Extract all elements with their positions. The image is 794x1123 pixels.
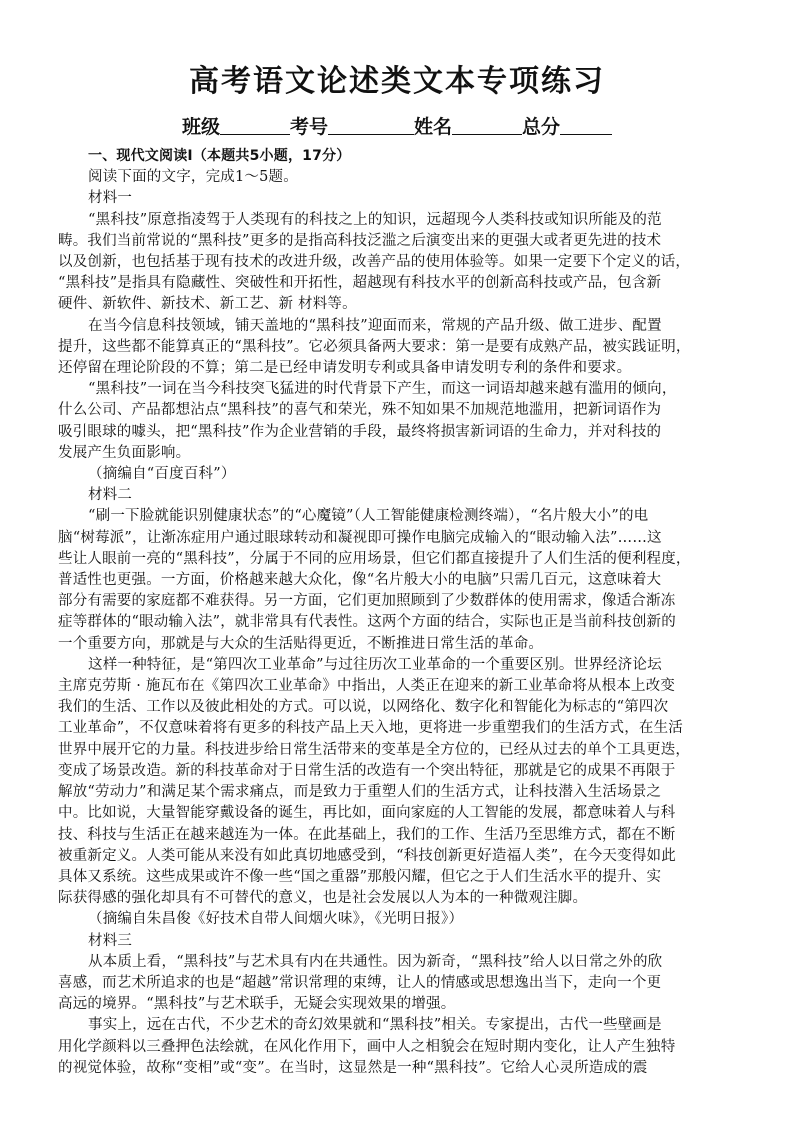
paragraph-line: 在当今信息科技领域，铺天盖地的“黑科技”迎面而来，常规的产品升级、做工进步、配置 xyxy=(88,317,662,334)
paragraph-line: 还停留在理论阶段的不算；第二是已经申请发明专利或具备申请发明专利的条件和要求。 xyxy=(58,360,632,377)
student-info-line xyxy=(0,114,794,140)
paragraph-line: 工业革命”，不仅意味着将有更多的科技产品上天入地，更将进一步重塑我们的生活方式，在生活 xyxy=(58,720,684,737)
paragraph-line: 畴。我们当前常说的“黑科技”更多的是指高科技泛滥之后演变出来的更强大或者更先进的技术 xyxy=(58,232,662,249)
name-blank[interactable] xyxy=(452,116,522,135)
paragraph-line: 际获得感的强化却具有不可替代的意义，也是社会发展以人为本的一种微观注脚。 xyxy=(58,890,588,907)
paragraph-line: 症等群体的“眼动输入法”，就非常具有代表性。这两个方面的结合，实际也正是当前科技创新的 xyxy=(58,614,676,631)
paragraph-line: 普适性也更强。一方面，价格越来越大众化，像“名片般大小的电脑”只需几百元，这意味着大 xyxy=(58,572,662,589)
paragraph-line: 以及创新，也包括基于现有技术的改进升级，改善产品的使用体验等。如果一定要下个定义的话， xyxy=(58,254,691,271)
paragraph-line: 的视觉体验，故称“变相”或“变”。在当时，这显然是一种“黑科技”。它给人心灵所造成的震 xyxy=(58,1059,648,1076)
paragraph-line: 高远的境界。“黑科技”与艺术联手，无疑会实现效果的增强。 xyxy=(58,996,456,1013)
paragraph-line: “黑科技”原意指凌驾于人类现有的科技之上的知识，远超现今人类科技或知识所能及的范 xyxy=(88,211,662,228)
number-blank[interactable] xyxy=(328,116,414,135)
score-blank[interactable] xyxy=(560,116,612,135)
paragraph-line: 吸引眼球的噱头，把“黑科技”作为企业营销的手段，最终将损害新词语的生命力，并对科技的 xyxy=(58,423,662,440)
name-label: 姓名 xyxy=(414,116,453,138)
class-label: 班级 xyxy=(181,116,220,138)
paragraph-line: 我们的生活、工作以及彼此相处的方式。可以说，以网络化、数字化和智能化为标志的“第四次 xyxy=(58,699,669,716)
page-title: 高考语文论述类文本专项练习 xyxy=(189,64,605,99)
paragraph-line: 些让人眼前一亮的“黑科技”，分属于不同的应用场景，但它们都直接提升了人们生活的便利程度， xyxy=(58,550,691,567)
section-heading: 一、现代文阅读Ⅰ（本题共5小题，17分） xyxy=(88,148,351,164)
material-heading: 材料二 xyxy=(88,487,133,504)
paragraph-line: 这样一种特征，是“第四次工业革命”与过往历次工业革命的一个重要区别。世界经济论坛 xyxy=(88,656,662,673)
material-heading: 材料三 xyxy=(88,932,133,949)
paragraph-line: 喜感，而艺术所追求的也是“超越”常识常理的束缚，让人的情感或思想逸出当下，走向一个更 xyxy=(58,974,662,991)
paragraph-line: 事实上，远在古代，不少艺术的奇幻效果就和“黑科技”相关。专家提出，古代一些壁画是 xyxy=(88,1017,662,1034)
paragraph-line: 变成了场景改造。新的科技革命对于日常生活的改造有一个突出特征，那就是它的成果不再限于 xyxy=(58,762,676,779)
paragraph-line: 什么公司、产品都想沾点“黑科技”的喜气和荣光，殊不知如果不加规范地滥用，把新词语作为 xyxy=(58,402,662,419)
paragraph-line: 脑“树莓派”，让渐冻症用户通过眼球转动和凝视即可操作电脑完成输入的“眼动输入法”……这 xyxy=(58,529,662,546)
paragraph-line: 世界中展开它的力量。科技进步给日常生活带来的变革是全方位的，已经从过去的单个工具更迭， xyxy=(58,741,691,758)
material-heading: 材料一 xyxy=(88,190,133,207)
paragraph-line: 主席克劳斯 · 施瓦布在《第四次工业革命》中指出，人类正在迎来的新工业革命将从根本上改变 xyxy=(58,678,676,695)
number-label: 考号 xyxy=(289,116,328,138)
paragraph-line: 解放“劳动力”和满足某个需求痛点，而是致力于重塑人们的生活方式，让科技潜入生活场景之 xyxy=(58,784,662,801)
document-body xyxy=(58,146,732,1079)
source-note: （摘编自朱昌俊《好技术自带人间烟火味》，《光明日报》） xyxy=(88,911,464,928)
class-blank[interactable] xyxy=(220,116,290,135)
instruction: 阅读下面的文字，完成1～5题。 xyxy=(88,169,298,186)
paragraph-line: 具体又系统。这些成果或许不像一些“国之重器”那般闪耀，但它之于人们生活水平的提升、实 xyxy=(58,868,662,885)
paragraph-line: 被重新定义。人类可能从来没有如此真切地感受到，“科技创新更好造福人类”，在今天变得如此 xyxy=(58,847,676,864)
paragraph-line: 中。比如说，大量智能穿戴设备的诞生，再比如，面向家庭的人工智能的发展，都意味着人与科 xyxy=(58,805,676,822)
paragraph-line: “黑科技”是指具有隐藏性、突破性和开拓性，超越现有科技水平的创新高科技或产品，包含新 xyxy=(58,275,662,292)
paragraph-line: 用化学颜料以三叠押色法绘就，在风化作用下，画中人之相貌会在短时期内变化，让人产生独特 xyxy=(58,1038,676,1055)
paragraph-line: 从本质上看，“黑科技”与艺术具有内在共通性。因为新奇，“黑科技”给人以日常之外的欣 xyxy=(88,953,663,970)
paragraph-line: 硬件、新软件、新技术、新工艺、新 材料等。 xyxy=(58,296,357,313)
paragraph-line: 发展产生负面影响。 xyxy=(58,444,191,461)
paragraph-line: “刷一下脸就能识别健康状态”的“心魔镜”（人工智能健康检测终端），“名片般大小”的电 xyxy=(88,508,649,525)
paragraph-line: 部分有需要的家庭都不难获得。另一方面，它们更加照顾到了少数群体的使用需求，像适合渐冻 xyxy=(58,593,676,610)
paragraph-line: “黑科技”一词在当今科技突飞猛进的时代背景下产生，而这一词语却越来越有滥用的倾向， xyxy=(88,381,677,398)
paragraph-line: 提升，这些都不能算真正的“黑科技”。它必须具备两大要求：第一是要有成熟产品，被实践证明， xyxy=(58,338,691,355)
score-label: 总分 xyxy=(522,116,561,138)
paragraph-line: 技、科技与生活正在越来越连为一体。在此基础上，我们的工作、生活乃至思维方式，都在不断 xyxy=(58,826,676,843)
source-note: （摘编自“百度百科”） xyxy=(88,466,236,483)
paragraph-line: 一个重要方向，那就是与大众的生活贴得更近，不断推进日常生活的革命。 xyxy=(58,635,544,652)
